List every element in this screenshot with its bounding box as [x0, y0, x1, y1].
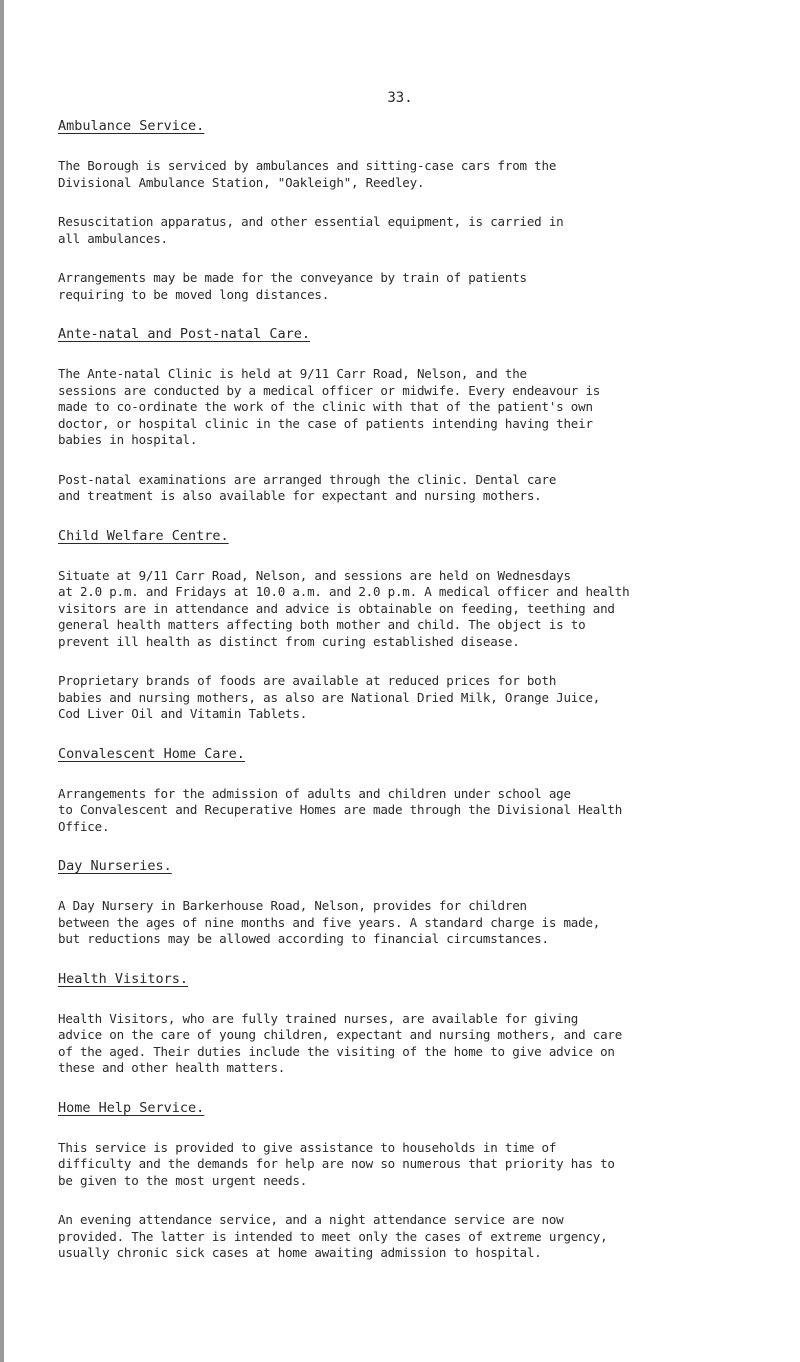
section-heading: Health Visitors.: [58, 970, 189, 987]
section-heading: Home Help Service.: [58, 1099, 205, 1116]
section-heading: Day Nurseries.: [58, 858, 172, 874]
paragraph: Proprietary brands of foods are available at reduced prices for both babies and nursing mothers, as also are National Dried Milk, Orange Juice, Cod Liver Oil and Vitamin Tablets.: [58, 673, 601, 721]
section-convalescent-home-care: [58, 746, 770, 836]
page-number: 33.: [387, 90, 413, 106]
section-home-help-service: [58, 1100, 770, 1262]
paragraph: Arrangements for the admission of adults and children under school age to Convalescent and Recuperative Homes are made through the Divisional Health Office.: [58, 785, 623, 834]
paragraph: Arrangements may be made for the conveyance by train of patients requiring to be moved long distances.: [58, 270, 527, 302]
paragraph: Resuscitation apparatus, and other essential equipment, is carried in all ambulances.: [58, 214, 564, 246]
document-body: [58, 118, 770, 1285]
section-health-visitors: [58, 971, 770, 1077]
paragraph: The Ante-natal Clinic is held at 9/11 Carr Road, Nelson, and the sessions are conducted by a medical officer or midwife. Every endeavour is made to co-ordinate the work of the clinic with that of the patient's own doctor, or hospital clinic in the case of patients intending having their babies in hospital.: [58, 366, 601, 447]
section-heading: Ambulance Service.: [58, 118, 205, 134]
page-edge: [0, 0, 4, 1362]
section-heading: Ante-natal and Post-natal Care.: [58, 326, 310, 342]
paragraph: This service is provided to give assistance to households in time of difficulty and the demands for help are now so numerous that priority has to be given to the most urgent needs.: [58, 1139, 615, 1188]
section-ambulance-service: [58, 118, 770, 303]
paragraph: Post-natal examinations are arranged through the clinic. Dental care and treatment is also available for expectant and nursing mothers.: [58, 471, 557, 503]
section-heading: Convalescent Home Care.: [58, 745, 245, 762]
paragraph: Situate at 9/11 Carr Road, Nelson, and sessions are held on Wednesdays at 2.0 p.m. and Fridays at 10.0 a.m. and 2.0 p.m. A medical officer and health visitors are in attendance and advice is obtainable on feeding, teething and general health matters affecting both mother and child. The object is to prevent ill health as distinct from curing established disease.: [58, 567, 630, 649]
section-day-nurseries: [58, 858, 770, 948]
section-ante-post-natal-care: [58, 326, 770, 505]
paragraph: The Borough is serviced by ambulances and sitting-case cars from the Divisional Ambulance Station, "Oakleigh", Reedley.: [58, 158, 557, 190]
section-heading: Child Welfare Centre.: [58, 527, 229, 544]
paragraph: Health Visitors, who are fully trained nurses, are available for giving advice on the care of young children, expectant and nursing mothers, and care of the aged. Their duties include the visiting of the home to give advice on these and other health matters.: [58, 1010, 623, 1075]
section-child-welfare-centre: [58, 528, 770, 723]
paragraph: An evening attendance service, and a night attendance service are now provided. The latter is intended to meet only the cases of extreme urgency, usually chronic sick cases at home awaiting admission to hospital.: [58, 1212, 608, 1260]
paragraph: A Day Nursery in Barkerhouse Road, Nelson, provides for children between the ages of nine months and five years. A standard charge is made, but reductions may be allowed according to financial circumstances.: [58, 898, 601, 946]
